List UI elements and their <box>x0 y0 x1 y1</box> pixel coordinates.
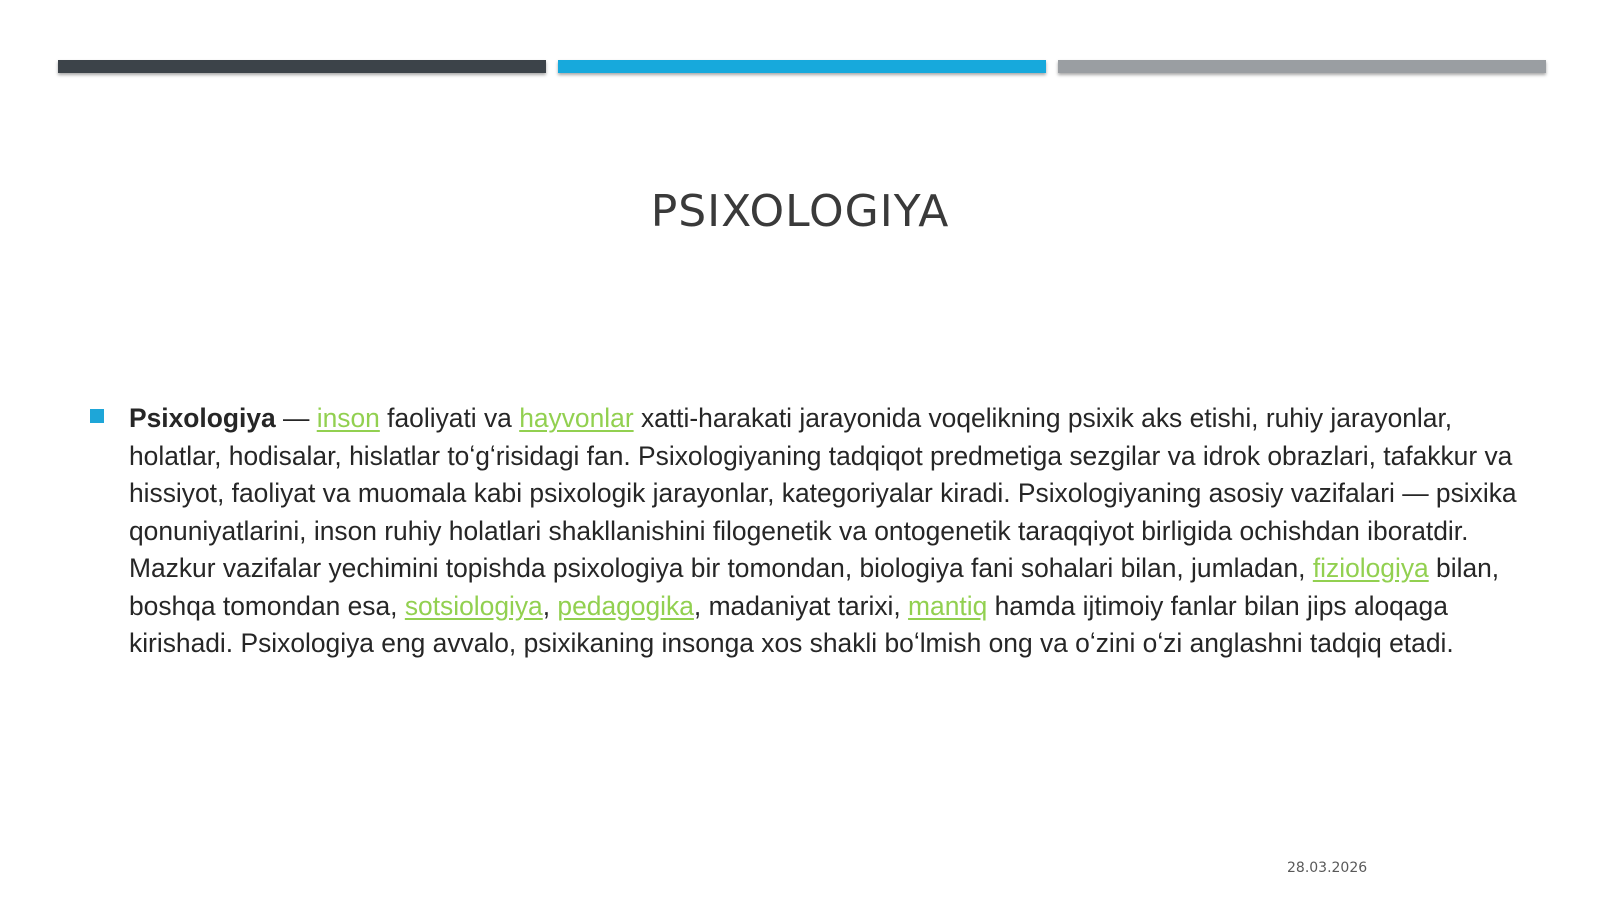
term-bold: Psixologiya <box>129 403 276 433</box>
slide-title: PSIXOLOGIYA <box>650 186 950 237</box>
text-segment-3: bilan, boshqa tomondan esa, <box>129 553 1500 621</box>
bullet-square-icon <box>90 409 104 423</box>
text-segment-5: , madaniyat tarixi, <box>693 590 909 621</box>
text-dash: — <box>275 403 317 433</box>
accent-bar-dark <box>58 60 546 73</box>
link-mantiq[interactable]: mantiq <box>908 590 988 621</box>
bullet-paragraph <box>129 400 1520 663</box>
slide-body <box>90 400 1520 663</box>
link-inson[interactable]: inson <box>316 403 380 433</box>
text-segment-2: xatti-harakati jarayonida voqelikning psixik aks etishi, ruhiy jarayonlar, holatlar, hodisalar, hislatlar toʻgʻrisidagi fan. Psixologiyaning tadqiqot predmetiga sezgilar va idrok obrazlari, tafakkur va hissiyot, faoliyat va muomala kabi psixologik jarayonlar, kategoriyalar kiradi. Psixologiyaning asosiy vazifalari — psixika qonuniyatlarini, inson ruhiy holatlari shakllanishini filogenetik va ontogenetik taraqqiyot birligida ochishdan iboratdir. Mazkur vazifalar yechimini topishda psixologiya bir tomondan, biologiya fani sohalari bilan, jumladan, <box>129 403 1517 583</box>
accent-bar-gray <box>1058 60 1546 73</box>
slide-date: 28.03.2026 <box>1287 860 1368 876</box>
link-sotsiologiya[interactable]: sotsiologiya <box>404 590 543 621</box>
link-hayvonlar[interactable]: hayvonlar <box>519 403 634 433</box>
link-fiziologiya[interactable]: fiziologiya <box>1312 553 1429 583</box>
text-segment-4: , <box>542 590 558 621</box>
text-segment-1: faoliyati va <box>379 403 520 433</box>
text-segment-6: hamda ijtimoiy fanlar bilan jips aloqaga kirishadi. Psixologiya eng avvalo, psixikaning insonga xos shakli boʻlmish ong va oʻzini oʻzi anglashni tadqiq etadi. <box>129 590 1454 658</box>
accent-bar-blue <box>558 60 1046 73</box>
link-pedagogika[interactable]: pedagogika <box>557 590 694 621</box>
